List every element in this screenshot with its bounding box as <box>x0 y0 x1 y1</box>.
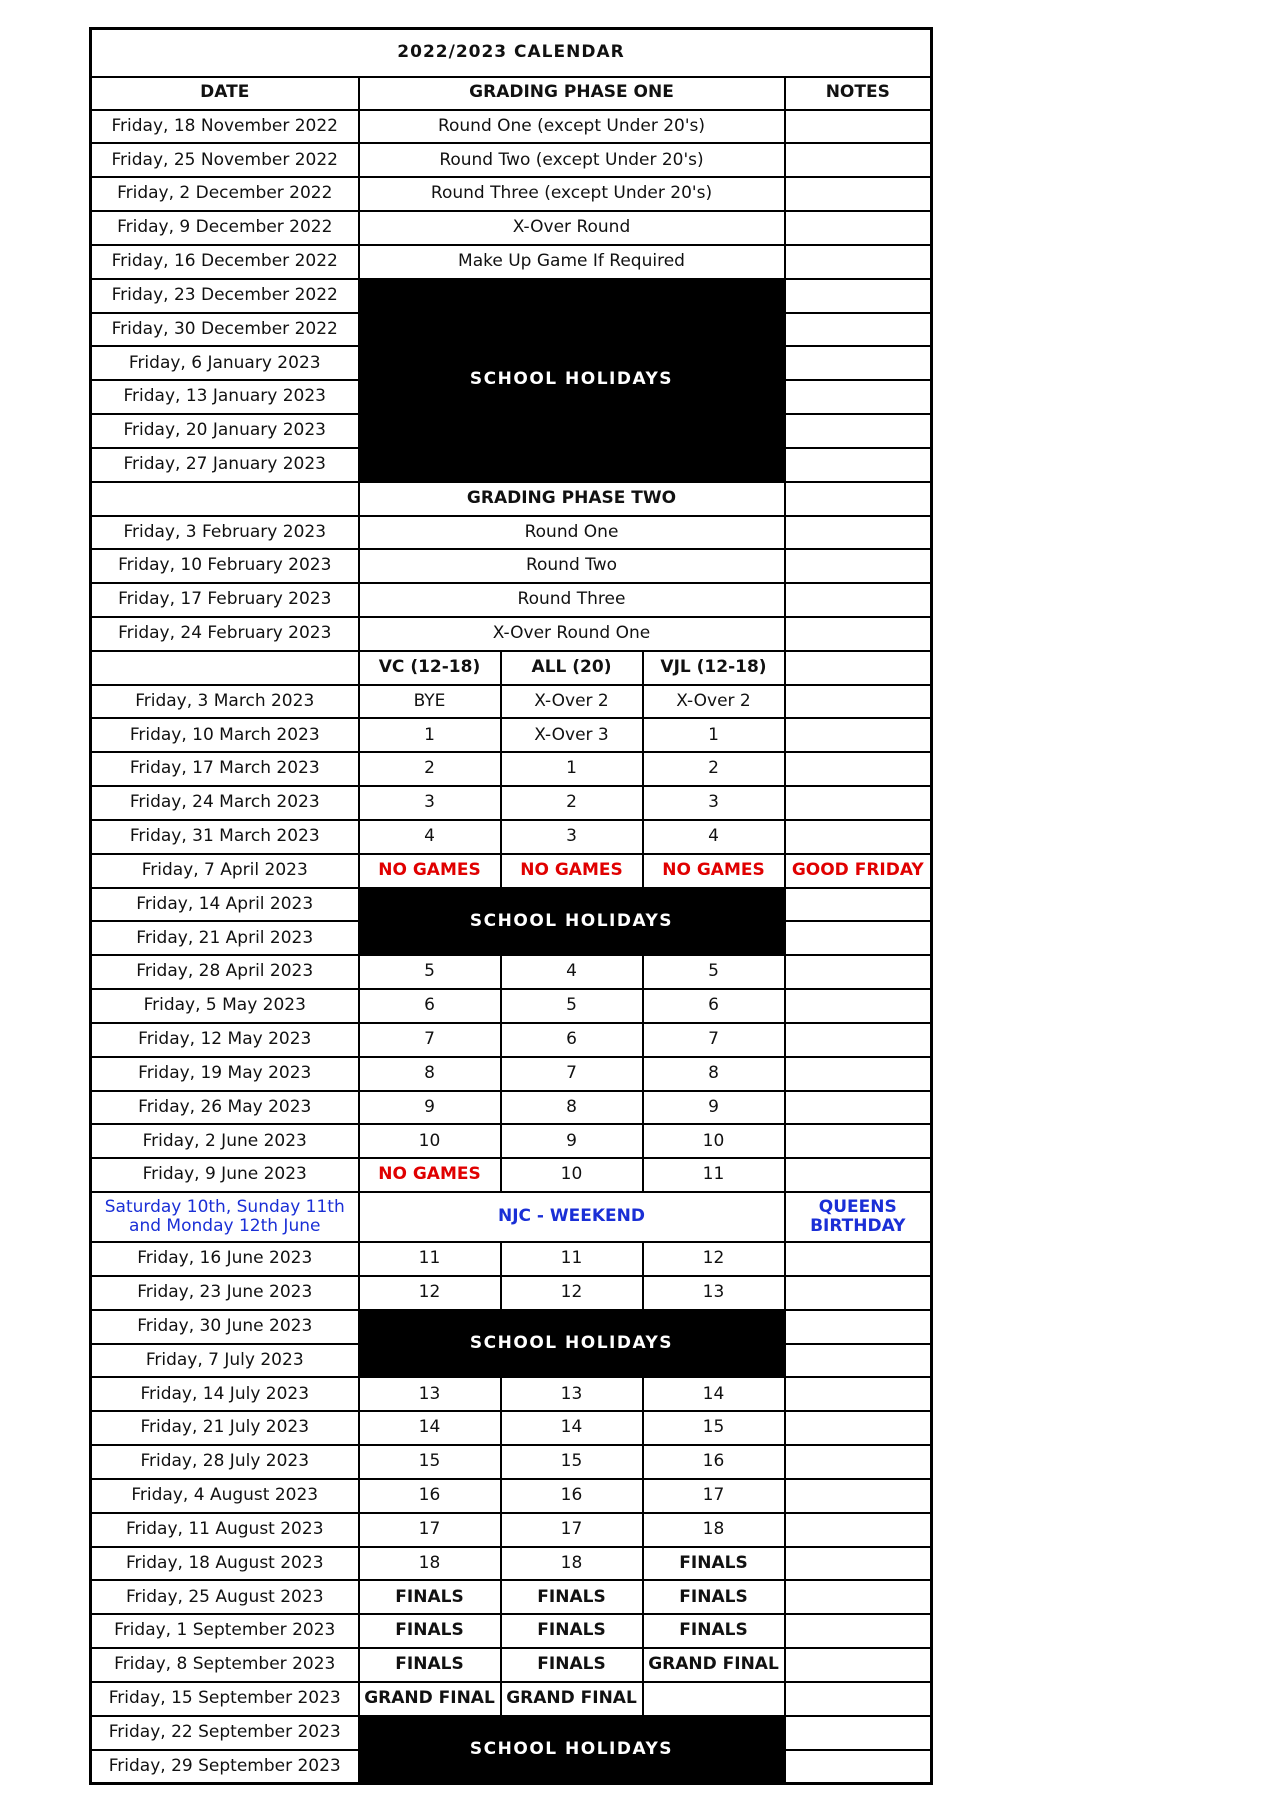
date-cell: Friday, 17 February 2023 <box>91 583 359 617</box>
round-cell: 2 <box>643 752 785 786</box>
table-row <box>91 1091 932 1125</box>
event-cell: Round One (except Under 20's) <box>359 110 785 144</box>
notes-cell <box>785 211 932 245</box>
table-row <box>91 1479 932 1513</box>
table-row <box>91 1057 932 1091</box>
njc-row <box>91 1192 932 1242</box>
date-cell: Friday, 24 February 2023 <box>91 617 359 651</box>
notes-cell <box>785 1513 932 1547</box>
notes-cell <box>785 1445 932 1479</box>
round-cell: 13 <box>643 1276 785 1310</box>
round-cell: 14 <box>359 1411 501 1445</box>
round-cell: 18 <box>643 1513 785 1547</box>
date-cell: Friday, 28 July 2023 <box>91 1445 359 1479</box>
date-cell: Friday, 15 September 2023 <box>91 1682 359 1716</box>
school-holidays-block: SCHOOL HOLIDAYS <box>359 1716 785 1784</box>
round-cell: 16 <box>359 1479 501 1513</box>
notes-cell <box>785 752 932 786</box>
notes-cell <box>785 1614 932 1648</box>
date-cell: Friday, 4 August 2023 <box>91 1479 359 1513</box>
table-row <box>91 718 932 752</box>
date-cell: Friday, 17 March 2023 <box>91 752 359 786</box>
round-cell: 8 <box>501 1091 643 1125</box>
date-cell: Friday, 9 June 2023 <box>91 1158 359 1192</box>
table-row <box>91 143 932 177</box>
round-cell: 17 <box>359 1513 501 1547</box>
notes-cell <box>785 1479 932 1513</box>
date-cell: Friday, 18 November 2022 <box>91 110 359 144</box>
round-cell: GRAND FINAL <box>643 1648 785 1682</box>
notes-cell <box>785 1057 932 1091</box>
table-row <box>91 1513 932 1547</box>
date-cell: Friday, 20 January 2023 <box>91 414 359 448</box>
date-cell: Friday, 21 July 2023 <box>91 1411 359 1445</box>
title-row <box>91 29 932 77</box>
round-cell: 10 <box>643 1124 785 1158</box>
date-cell: Friday, 21 April 2023 <box>91 921 359 955</box>
phase-two-header: GRADING PHASE TWO <box>359 482 785 516</box>
round-cell: FINALS <box>359 1648 501 1682</box>
date-cell: Friday, 14 July 2023 <box>91 1377 359 1411</box>
table-row <box>91 1614 932 1648</box>
round-cell: 8 <box>643 1057 785 1091</box>
round-cell: X-Over 3 <box>501 718 643 752</box>
date-cell: Friday, 12 May 2023 <box>91 1023 359 1057</box>
event-cell: Make Up Game If Required <box>359 245 785 279</box>
date-cell: Friday, 26 May 2023 <box>91 1091 359 1125</box>
round-cell: 4 <box>359 820 501 854</box>
round-cell: FINALS <box>501 1648 643 1682</box>
round-cell: 9 <box>501 1124 643 1158</box>
round-cell: 1 <box>359 718 501 752</box>
round-cell: 15 <box>643 1411 785 1445</box>
table-row <box>91 854 932 888</box>
round-cell: 7 <box>359 1023 501 1057</box>
round-cell: NO GAMES <box>643 854 785 888</box>
table-row <box>91 245 932 279</box>
event-cell: Round Three <box>359 583 785 617</box>
table-row <box>91 177 932 211</box>
table-row <box>91 1377 932 1411</box>
page-title: 2022/2023 CALENDAR <box>91 29 932 77</box>
notes-cell <box>785 921 932 955</box>
round-cell: 1 <box>501 752 643 786</box>
date-cell: Friday, 7 July 2023 <box>91 1344 359 1378</box>
section-header-row <box>91 482 932 516</box>
table-row <box>91 820 932 854</box>
round-cell: 5 <box>501 989 643 1023</box>
round-cell: FINALS <box>643 1580 785 1614</box>
notes-cell <box>785 346 932 380</box>
date-cell: Friday, 16 June 2023 <box>91 1242 359 1276</box>
notes-cell <box>785 1377 932 1411</box>
table-row <box>91 279 932 313</box>
event-cell: X-Over Round One <box>359 617 785 651</box>
round-cell: 2 <box>359 752 501 786</box>
competition-header: VJL (12-18) <box>643 651 785 685</box>
notes-cell <box>785 1344 932 1378</box>
round-cell: 7 <box>501 1057 643 1091</box>
date-cell: Friday, 5 May 2023 <box>91 989 359 1023</box>
notes-cell <box>785 448 932 482</box>
date-cell: Friday, 3 March 2023 <box>91 685 359 719</box>
round-cell: 18 <box>501 1547 643 1581</box>
notes-cell <box>785 685 932 719</box>
round-cell: 6 <box>643 989 785 1023</box>
date-cell: Friday, 1 September 2023 <box>91 1614 359 1648</box>
table-row <box>91 1547 932 1581</box>
notes-cell <box>785 1547 932 1581</box>
table-row <box>91 955 932 989</box>
round-cell: 14 <box>501 1411 643 1445</box>
notes-header: NOTES <box>785 77 932 110</box>
date-cell: Friday, 7 April 2023 <box>91 854 359 888</box>
date-cell: Friday, 2 June 2023 <box>91 1124 359 1158</box>
notes-cell <box>785 1023 932 1057</box>
date-cell: Friday, 23 December 2022 <box>91 279 359 313</box>
round-cell: NO GAMES <box>359 1158 501 1192</box>
date-cell: Friday, 30 December 2022 <box>91 313 359 347</box>
notes-cell <box>785 245 932 279</box>
round-cell: 17 <box>643 1479 785 1513</box>
date-cell: Friday, 3 February 2023 <box>91 516 359 550</box>
notes-cell <box>785 549 932 583</box>
round-cell: GRAND FINAL <box>359 1682 501 1716</box>
table-row <box>91 1445 932 1479</box>
notes-cell <box>785 1276 932 1310</box>
notes-cell <box>785 820 932 854</box>
round-cell: 4 <box>501 955 643 989</box>
table-row <box>91 1124 932 1158</box>
date-cell: Friday, 31 March 2023 <box>91 820 359 854</box>
round-cell: 9 <box>643 1091 785 1125</box>
notes-cell: GOOD FRIDAY <box>785 854 932 888</box>
round-cell: 15 <box>359 1445 501 1479</box>
njc-weekend-cell: NJC - WEEKEND <box>359 1192 785 1242</box>
notes-cell: QUEENS BIRTHDAY <box>785 1192 932 1242</box>
table-row <box>91 1682 932 1716</box>
date-cell: Friday, 10 March 2023 <box>91 718 359 752</box>
table-row <box>91 888 932 922</box>
notes-cell <box>785 279 932 313</box>
notes-cell <box>785 1124 932 1158</box>
round-cell: FINALS <box>643 1614 785 1648</box>
notes-cell <box>785 482 932 516</box>
round-cell: 12 <box>359 1276 501 1310</box>
date-cell: Friday, 29 September 2023 <box>91 1750 359 1784</box>
round-cell: 5 <box>643 955 785 989</box>
round-cell: X-Over 2 <box>643 685 785 719</box>
round-cell: 8 <box>359 1057 501 1091</box>
event-cell: Round One <box>359 516 785 550</box>
round-cell: 10 <box>359 1124 501 1158</box>
round-cell: 12 <box>643 1242 785 1276</box>
round-cell: 1 <box>643 718 785 752</box>
table-row <box>91 989 932 1023</box>
notes-cell <box>785 1158 932 1192</box>
round-cell: 6 <box>501 1023 643 1057</box>
table-row <box>91 549 932 583</box>
date-cell: Friday, 23 June 2023 <box>91 1276 359 1310</box>
notes-cell <box>785 617 932 651</box>
notes-cell <box>785 380 932 414</box>
school-holidays-block: SCHOOL HOLIDAYS <box>359 1310 785 1378</box>
notes-cell <box>785 651 932 685</box>
round-cell: 6 <box>359 989 501 1023</box>
round-cell: FINALS <box>501 1580 643 1614</box>
round-cell: 13 <box>501 1377 643 1411</box>
round-cell: X-Over 2 <box>501 685 643 719</box>
notes-cell <box>785 1411 932 1445</box>
date-cell: Friday, 25 November 2022 <box>91 143 359 177</box>
round-cell: 16 <box>643 1445 785 1479</box>
round-cell: 12 <box>501 1276 643 1310</box>
round-cell: 11 <box>501 1242 643 1276</box>
table-row <box>91 1242 932 1276</box>
round-cell: 15 <box>501 1445 643 1479</box>
table-row <box>91 1716 932 1750</box>
date-cell: Friday, 9 December 2022 <box>91 211 359 245</box>
school-holidays-block: SCHOOL HOLIDAYS <box>359 279 785 482</box>
notes-cell <box>785 1242 932 1276</box>
date-cell: Friday, 25 August 2023 <box>91 1580 359 1614</box>
notes-cell <box>785 1716 932 1750</box>
round-cell: 3 <box>643 786 785 820</box>
notes-cell <box>785 786 932 820</box>
table-row <box>91 1411 932 1445</box>
round-cell: 3 <box>359 786 501 820</box>
round-cell: 18 <box>359 1547 501 1581</box>
notes-cell <box>785 110 932 144</box>
round-cell: FINALS <box>643 1547 785 1581</box>
round-cell: FINALS <box>359 1614 501 1648</box>
notes-cell <box>785 177 932 211</box>
event-cell: Round Three (except Under 20's) <box>359 177 785 211</box>
table-row <box>91 1158 932 1192</box>
date-cell: Friday, 18 August 2023 <box>91 1547 359 1581</box>
table-row <box>91 786 932 820</box>
table-row <box>91 110 932 144</box>
round-cell: FINALS <box>359 1580 501 1614</box>
school-holidays-block: SCHOOL HOLIDAYS <box>359 888 785 956</box>
date-cell: Friday, 22 September 2023 <box>91 1716 359 1750</box>
table-row <box>91 617 932 651</box>
notes-cell <box>785 583 932 617</box>
date-cell <box>91 651 359 685</box>
round-cell: NO GAMES <box>501 854 643 888</box>
notes-cell <box>785 1648 932 1682</box>
date-cell: Friday, 11 August 2023 <box>91 1513 359 1547</box>
date-cell: Friday, 27 January 2023 <box>91 448 359 482</box>
notes-cell <box>785 718 932 752</box>
round-cell: FINALS <box>501 1614 643 1648</box>
table-row <box>91 1580 932 1614</box>
event-cell: X-Over Round <box>359 211 785 245</box>
round-cell: 10 <box>501 1158 643 1192</box>
date-cell <box>91 482 359 516</box>
round-cell: 16 <box>501 1479 643 1513</box>
round-cell: 5 <box>359 955 501 989</box>
phase-one-header: GRADING PHASE ONE <box>359 77 785 110</box>
table-row <box>91 685 932 719</box>
table-row <box>91 583 932 617</box>
date-cell: Friday, 30 June 2023 <box>91 1310 359 1344</box>
notes-cell <box>785 313 932 347</box>
notes-cell <box>785 1750 932 1784</box>
notes-cell <box>785 989 932 1023</box>
competition-header: VC (12-18) <box>359 651 501 685</box>
table-row <box>91 516 932 550</box>
date-cell: Friday, 19 May 2023 <box>91 1057 359 1091</box>
notes-cell <box>785 1682 932 1716</box>
notes-cell <box>785 1580 932 1614</box>
date-cell: Friday, 10 February 2023 <box>91 549 359 583</box>
notes-cell <box>785 888 932 922</box>
round-cell: GRAND FINAL <box>501 1682 643 1716</box>
date-cell: Friday, 2 December 2022 <box>91 177 359 211</box>
date-cell: Saturday 10th, Sunday 11th and Monday 12th June <box>91 1192 359 1242</box>
round-cell: BYE <box>359 685 501 719</box>
event-cell: Round Two (except Under 20's) <box>359 143 785 177</box>
notes-cell <box>785 516 932 550</box>
event-cell: Round Two <box>359 549 785 583</box>
date-cell: Friday, 24 March 2023 <box>91 786 359 820</box>
date-header: DATE <box>91 77 359 110</box>
round-cell: NO GAMES <box>359 854 501 888</box>
table-row <box>91 211 932 245</box>
notes-cell <box>785 1091 932 1125</box>
round-cell: 7 <box>643 1023 785 1057</box>
notes-cell <box>785 414 932 448</box>
round-cell: 17 <box>501 1513 643 1547</box>
round-cell: 14 <box>643 1377 785 1411</box>
competition-header: ALL (20) <box>501 651 643 685</box>
round-cell: 9 <box>359 1091 501 1125</box>
date-cell: Friday, 28 April 2023 <box>91 955 359 989</box>
date-cell: Friday, 16 December 2022 <box>91 245 359 279</box>
round-cell: 2 <box>501 786 643 820</box>
table-row <box>91 1648 932 1682</box>
round-cell: 11 <box>359 1242 501 1276</box>
round-cell: 11 <box>643 1158 785 1192</box>
competition-header-row <box>91 651 932 685</box>
header-row <box>91 77 932 110</box>
table-row <box>91 1310 932 1344</box>
notes-cell <box>785 143 932 177</box>
round-cell: 3 <box>501 820 643 854</box>
notes-cell <box>785 955 932 989</box>
notes-cell <box>785 1310 932 1344</box>
round-cell: 13 <box>359 1377 501 1411</box>
table-row <box>91 752 932 786</box>
round-cell: 4 <box>643 820 785 854</box>
calendar-table <box>89 27 933 1785</box>
date-cell: Friday, 6 January 2023 <box>91 346 359 380</box>
table-row <box>91 1276 932 1310</box>
table-row <box>91 1023 932 1057</box>
round-cell <box>643 1682 785 1716</box>
date-cell: Friday, 8 September 2023 <box>91 1648 359 1682</box>
date-cell: Friday, 13 January 2023 <box>91 380 359 414</box>
date-cell: Friday, 14 April 2023 <box>91 888 359 922</box>
